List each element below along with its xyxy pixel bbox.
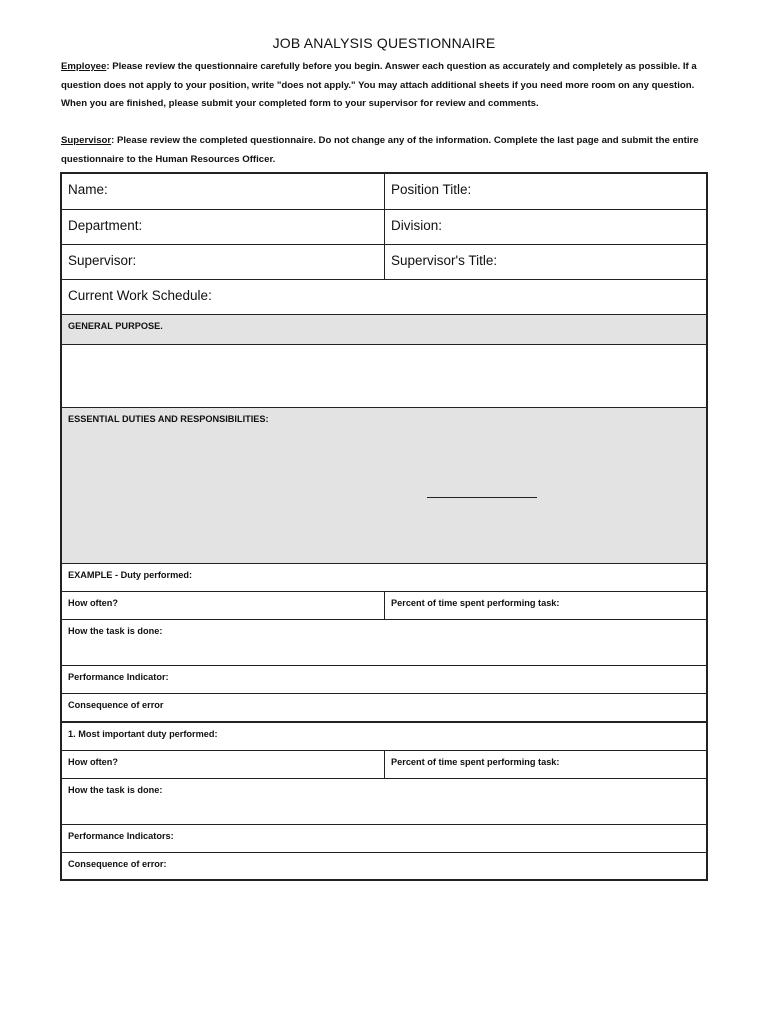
duty1-percent-time-label: Percent of time spent performing task: — [391, 757, 560, 767]
duty1-consequence-label: Consequence of error: — [68, 859, 167, 869]
employee-instructions — [61, 58, 707, 114]
supervisor-field[interactable] — [62, 245, 385, 279]
duty1-consequence-row — [62, 853, 706, 879]
row-work-schedule — [62, 280, 706, 315]
name-label: Name: — [68, 182, 108, 197]
example-percent-time-label: Percent of time spent performing task: — [391, 598, 560, 608]
supervisor-title-field[interactable] — [385, 245, 706, 279]
position-title-field[interactable] — [385, 174, 706, 209]
blank-line — [427, 497, 537, 498]
example-percent-time-field[interactable] — [385, 592, 706, 619]
department-label: Department: — [68, 218, 143, 233]
division-label: Division: — [391, 218, 443, 233]
document-title: JOB ANALYSIS QUESTIONNAIRE — [272, 35, 496, 51]
supervisor-lead: Supervisor — [61, 135, 112, 146]
example-how-often-field[interactable] — [62, 592, 385, 619]
example-performance-label: Performance Indicator: — [68, 672, 169, 682]
example-consequence-label: Consequence of error — [68, 700, 164, 710]
duty1-performance-label: Performance Indicators: — [68, 831, 174, 841]
example-how-done-label: How the task is done: — [68, 626, 163, 636]
example-how-often-label: How often? — [68, 598, 119, 608]
row-supervisor — [62, 245, 706, 280]
example-consequence-field[interactable] — [62, 694, 706, 721]
duty1-field[interactable] — [62, 723, 706, 750]
duty1-percent-time-field[interactable] — [385, 751, 706, 778]
name-field[interactable] — [62, 174, 385, 209]
employee-lead: Employee — [61, 61, 107, 72]
duty1-performance-row — [62, 825, 706, 853]
example-consequence-row — [62, 694, 706, 723]
work-schedule-label: Current Work Schedule: — [68, 288, 212, 303]
supervisor-title-label: Supervisor's Title: — [391, 253, 498, 268]
example-duty-label: EXAMPLE - Duty performed: — [68, 570, 193, 580]
essential-duties-section — [62, 408, 706, 564]
row-department-division — [62, 210, 706, 245]
general-purpose-field[interactable] — [62, 345, 706, 408]
division-field[interactable] — [385, 210, 706, 244]
general-purpose-label: GENERAL PURPOSE. — [68, 321, 163, 331]
duty1-frequency-row — [62, 751, 706, 779]
duty1-row — [62, 723, 706, 751]
duty1-label: 1. Most important duty performed: — [68, 729, 218, 739]
supervisor-instructions — [61, 132, 707, 169]
duty1-consequence-field[interactable] — [62, 853, 706, 879]
row-name-position — [62, 174, 706, 210]
example-frequency-row — [62, 592, 706, 620]
department-field[interactable] — [62, 210, 385, 244]
example-how-done-field[interactable] — [62, 620, 706, 665]
supervisor-instructions-text: : Please review the completed questionnaire. Do not change any of the information. Complete the last page and submit the entire questionnaire to the Human Resources Officer. — [61, 135, 699, 165]
duty1-how-often-field[interactable] — [62, 751, 385, 778]
duty1-performance-field[interactable] — [62, 825, 706, 852]
example-performance-field[interactable] — [62, 666, 706, 693]
example-duty-row — [62, 564, 706, 592]
duty1-how-done-field[interactable] — [62, 779, 706, 824]
example-performance-row — [62, 666, 706, 694]
work-schedule-field[interactable] — [62, 280, 706, 314]
employee-instructions-text: : Please review the questionnaire carefully before you begin. Answer each question as accurately and completely as possible. If a question does not apply to your position, write "does not apply." You may attach additional sheets if you need more room on any question. When you are finished, please submit your completed form to your supervisor for review and comments. — [61, 61, 697, 109]
general-purpose-header — [62, 315, 706, 345]
duty1-how-done-row — [62, 779, 706, 825]
supervisor-label: Supervisor: — [68, 253, 137, 268]
position-title-label: Position Title: — [391, 182, 472, 197]
example-how-done-row — [62, 620, 706, 666]
duty1-how-done-label: How the task is done: — [68, 785, 163, 795]
duty1-how-often-label: How often? — [68, 757, 119, 767]
example-duty-field[interactable] — [62, 564, 706, 591]
questionnaire-form — [60, 172, 708, 881]
essential-duties-label: ESSENTIAL DUTIES AND RESPONSIBILITIES: — [68, 414, 269, 424]
